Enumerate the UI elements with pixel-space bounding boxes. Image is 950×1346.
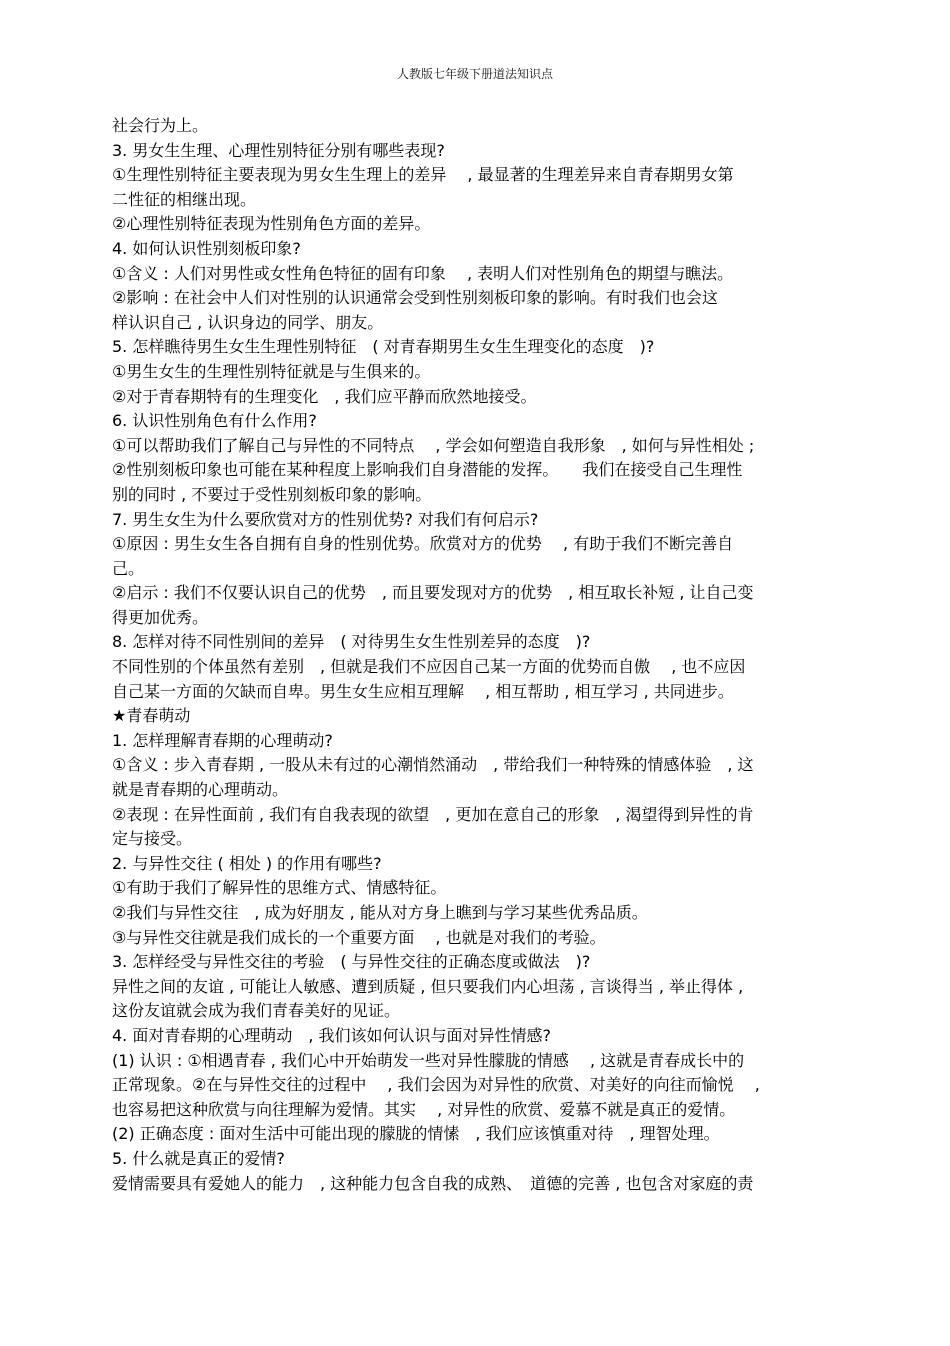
text-line: ②性别刻板印象也可能在某种程度上影响我们自身潜能的发挥。 我们在接受自己生理性: [112, 460, 743, 480]
text-line: ②对于青春期特有的生理变化 , 我们应平静而欣然地接受。: [112, 386, 537, 406]
text-line: (2) 正确态度 : 面对生活中可能出现的朦胧的情愫 , 我们应该慎重对待 , 理智处理。: [112, 1124, 720, 1144]
text-line: 也容易把这种欣赏与向往理解为爱情。其实 , 对异性的欣赏、爱慕不就是真正的爱情。: [112, 1099, 736, 1119]
text-line: 这份友谊就会成为我们青春美好的见证。: [112, 1001, 401, 1021]
text-line: ★青春萌动: [112, 706, 191, 726]
text-line: 2. 与异性交往 ( 相处 ) 的作用有哪些?: [112, 853, 382, 873]
text-line: 4. 面对青春期的心理萌动 , 我们该如何认识与面对异性情感?: [112, 1025, 552, 1045]
text-line: 异性之间的友谊 , 可能让人敏感、遭到质疑 , 但只要我们内心坦荡 , 言谈得当 , 举止得体 ,: [112, 976, 744, 996]
text-line: ①生理性别特征主要表现为男女生生理上的差异 , 最显著的生理差异来自青春期男女第: [112, 165, 734, 185]
text-line: 3. 怎样经受与异性交往的考验 ( 与异性交往的正确态度或做法 )?: [112, 952, 591, 972]
text-line: 就是青春期的心理萌动。: [112, 780, 289, 800]
text-line: ①可以帮助我们了解自己与异性的不同特点 , 学会如何塑造自我形象 , 如何与异性相处 ;: [112, 435, 755, 455]
text-line: 己。: [112, 558, 145, 578]
text-line: ②心理性别特征表现为性别角色方面的差异。: [112, 214, 431, 234]
text-line: 别的同时 , 不要过于受性别刻板印象的影响。: [112, 484, 432, 504]
text-line: 8. 怎样对待不同性别间的差异 ( 对待男生女生性别差异的态度 )?: [112, 632, 591, 652]
text-line: 社会行为上。: [112, 116, 209, 135]
text-line: ②启示 : 我们不仅要认识自己的优势 , 而且要发现对方的优势 , 相互取长补短 , 让自己变: [112, 583, 754, 603]
text-line: ③与异性交往就是我们成长的一个重要方面 , 也就是对我们的考验。: [112, 927, 606, 947]
text-line: ①含义 : 人们对男性或女性角色特征的固有印象 , 表明人们对性别角色的期望与瞧法。: [112, 263, 734, 283]
page-header: 人教版七年级下册道法知识点: [396, 67, 553, 81]
text-line: 爱情需要具有爱她人的能力 , 这种能力包含自我的成熟、 道德的完善 , 也包含对家庭的责: [112, 1173, 754, 1193]
text-line: 样认识自己 , 认识身边的同学、朋友。: [112, 312, 384, 332]
text-line: (1) 认识 : ①相遇青春 , 我们心中开始萌发一些对异性朦胧的情感 , 这就是青春成长中的: [112, 1050, 745, 1070]
text-line: ①含义 : 步入青春期 , 一股从未有过的心潮悄然涌动 , 带给我们一种特殊的情感体验 , 这: [112, 755, 754, 775]
text-line: ②影响 : 在社会中人们对性别的认识通常会受到性别刻板印象的影响。有时我们也会这: [112, 288, 718, 308]
text-line: ②表现 : 在异性面前 , 我们有自我表现的欲望 , 更加在意自己的形象 , 渴望得到异性的肯: [112, 804, 754, 824]
text-line: 不同性别的个体虽然有差别 , 但就是我们不应因自己某一方面的优势而自傲 , 也不应因: [112, 657, 746, 677]
text-line: 1. 怎样理解青春期的心理萌动?: [112, 730, 333, 750]
text-line: 3. 男女生生理、心理性别特征分别有哪些表现?: [112, 140, 445, 160]
text-line: 二性征的相继出现。: [112, 189, 257, 209]
text-line: 6. 认识性别角色有什么作用?: [112, 411, 317, 431]
text-line: 自己某一方面的欠缺而自卑。男生女生应相互理解 , 相互帮助 , 相互学习 , 共同进步。: [112, 681, 734, 701]
text-line: 正常现象。②在与异性交往的过程中 , 我们会因为对异性的欣赏、对美好的向往而愉悦 ,: [112, 1075, 760, 1095]
text-line: 得更加优秀。: [112, 607, 209, 627]
text-line: ②我们与异性交往 , 成为好朋友 , 能从对方身上瞧到与学习某些优秀品质。: [112, 903, 648, 922]
text-line: 7. 男生女生为什么要欣赏对方的性别优势? 对我们有何启示?: [112, 509, 539, 529]
text-line: ①男生女生的生理性别特征就是与生俱来的。: [112, 361, 431, 381]
text-line: ①有助于我们了解异性的思维方式、情感特征。: [112, 878, 447, 898]
text-line: 5. 什么就是真正的爱情?: [112, 1148, 285, 1168]
text-line: ①原因 : 男生女生各自拥有自身的性别优势。欣赏对方的优势 , 有助于我们不断完善自: [112, 534, 734, 554]
text-line: 5. 怎样瞧待男生女生生理性别特征 ( 对青春期男生女生生理变化的态度 )?: [112, 337, 655, 357]
document-body: [112, 114, 842, 1196]
text-line: 定与接受。: [112, 829, 193, 849]
text-line: 4. 如何认识性别刻板印象?: [112, 238, 301, 258]
